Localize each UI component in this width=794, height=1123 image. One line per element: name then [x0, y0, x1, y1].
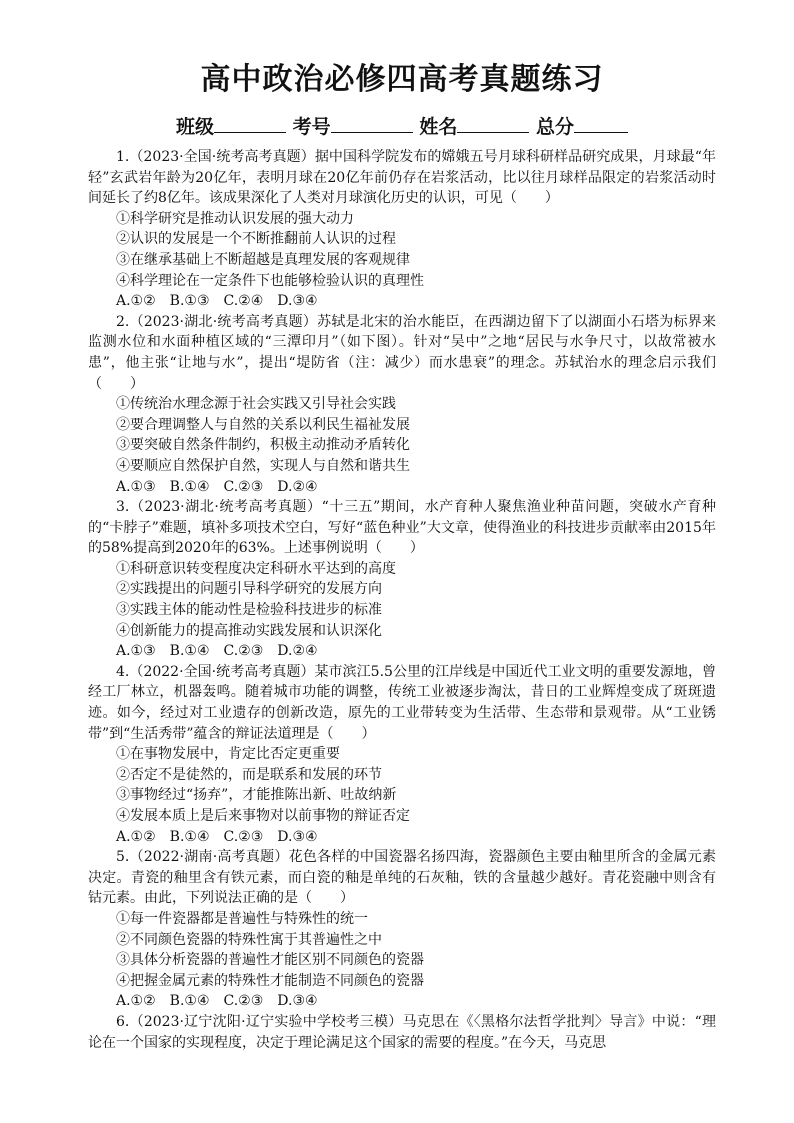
option-2: ②认识的发展是一个不断推翻前人认识的过程	[116, 231, 396, 248]
question-4	[88, 662, 716, 847]
question-stem: 1.（2023·全国·统考高考真题）据中国科学院发布的嫦娥五号月球科研样品研究成果，月球最“年轻”玄武岩年龄为20亿年，表明月球在20亿年前仍存在岩浆活动，比以往月球样品限定的岩浆活动时间延长了约8亿年。该成果深化了人类对月球演化历史的认识，可见（ ）	[88, 149, 716, 207]
option-1: ①在事物发展中，肯定比否定更重要	[116, 746, 340, 763]
answer-choices: A.①③ B.①④ C.②③ D.②④	[116, 478, 318, 495]
question-stem: 5.（2022·湖南·高考真题）花色各样的中国瓷器名扬四海，瓷器颜色主要由釉里所含的金属元素决定。青瓷的釉里含有铁元素，而白瓷的釉是单纯的石灰釉，铁的含量越少越好。青花瓷融中则含有钴元素。由此，下列说法正确的是（ ）	[88, 849, 716, 907]
question-1	[88, 147, 716, 312]
option-3: ③在继承基础上不断超越是真理发展的客观规律	[116, 251, 410, 268]
answer-choices: A.①② B.①③ C.②④ D.③④	[116, 293, 318, 310]
option-1: ①科学研究是推动认识发展的强大动力	[116, 210, 354, 227]
option-1: ①传统治水理念源于社会实践又引导社会实践	[116, 396, 396, 413]
question-5	[88, 847, 716, 1012]
question-6	[88, 1012, 716, 1053]
question-stem: 3.（2023·湖北·统考高考真题）“十三五”期间，水产育种人聚焦渔业种苗问题，突破水产育种的“卡脖子”难题，填补多项技术空白，写好“蓝色种业”大文章，使得渔业的科技进步贡献率由2015年的58%提高到2020年的63%。上述事例说明（ ）	[88, 499, 716, 557]
option-4: ④把握金属元素的特殊性才能制造不同颜色的瓷器	[116, 972, 424, 989]
question-2	[88, 312, 716, 497]
option-3: ③具体分析瓷器的普遍性才能区别不同颜色的瓷器	[116, 952, 424, 969]
answer-choices: A.①② B.①④ C.②③ D.③④	[116, 828, 318, 845]
total-score-blank[interactable]	[574, 112, 628, 133]
answer-choices: A.①③ B.①④ C.②③ D.②④	[116, 643, 318, 660]
option-4: ④科学理论在一定条件下也能够检验认识的真理性	[116, 272, 424, 289]
option-2: ②要合理调整人与自然的关系以利民生福祉发展	[116, 416, 410, 433]
option-4: ④要顺应自然保护自然，实现人与自然和谐共生	[116, 457, 410, 474]
total-score-label: 总分	[535, 116, 574, 138]
class-blank[interactable]	[214, 112, 286, 133]
option-3: ③实践主体的能动性是检验科技进步的标准	[116, 602, 382, 619]
option-4: ④发展本质上是后来事物对以前事物的辩证否定	[116, 808, 410, 824]
exam-number-blank[interactable]	[331, 112, 413, 133]
name-blank[interactable]	[457, 112, 529, 133]
option-2: ②否定不是徒然的，而是联系和发展的环节	[116, 766, 382, 783]
question-3	[88, 497, 716, 662]
page-title: 高中政治必修四高考真题练习	[200, 62, 604, 97]
option-1: ①科研意识转变程度决定科研水平达到的高度	[116, 560, 396, 577]
question-stem: 2.（2023·湖北·统考高考真题）苏轼是北宋的治水能臣，在西湖边留下了以湖面小石塔为标界来监测水位和水面种植区域的“三潭印月”（如下图）。针对“吴中”之地“居民与水争尺寸，以故常被水患”，他主张“让地与水”，提出“堤防省（注：减少）而水患衰”的理念。苏轼治水的理念启示我们（ ）	[88, 313, 716, 392]
question-stem: 6.（2023·辽宁沈阳·辽宁实验中学校考三模）马克思在《〈黑格尔法哲学批判〉导言》中说：“理论在一个国家的实现程度，决定于理论满足这个国家的需要的程度。”在今天，马克思	[88, 1013, 716, 1051]
option-2: ②实践提出的问题引导科学研究的发展方向	[116, 581, 382, 598]
answer-choices: A.①② B.①④ C.②③ D.③④	[116, 993, 318, 1010]
option-3: ③事物经过“扬弃”，才能推陈出新、吐故纳新	[116, 787, 397, 804]
option-4: ④创新能力的提高推动实践发展和认识深化	[116, 622, 382, 639]
option-3: ③要突破自然条件制约，积极主动推动矛盾转化	[116, 437, 410, 454]
question-stem: 4.（2022·全国·统考高考真题）某市滨江5.5公里的江岸线是中国近代工业文明的重要发源地，曾经工厂林立，机器轰鸣。随着城市功能的调整，传统工业被逐步淘汰，昔日的工业辉煌变成了斑斑遗迹。如今，经过对工业遗存的创新改造，原先的工业带转变为生活带、生态带和景观带。从“工业锈带”到“生活秀带”蕴含的辩证法道理是（ ）	[88, 663, 716, 742]
option-1: ①每一件瓷器都是普遍性与特殊性的统一	[116, 910, 368, 927]
class-label: 班级	[176, 116, 215, 138]
option-2: ②不同颜色瓷器的特殊性寓于其普遍性之中	[116, 931, 382, 948]
name-label: 姓名	[419, 116, 458, 138]
student-info-line	[88, 112, 716, 141]
exam-number-label: 考号	[292, 116, 331, 138]
